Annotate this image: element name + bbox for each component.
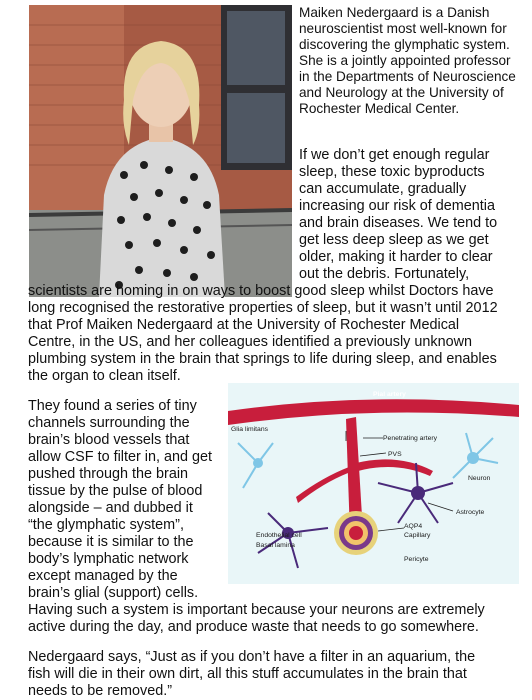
text-line: They found a series of tiny [28, 398, 197, 414]
bio-line: Rochester Medical Center. [299, 101, 460, 116]
text-line: Centre, in the US, and her colleagues identified a previously unknown [28, 334, 472, 350]
bio-line: Maiken Nedergaard is a Danish [299, 5, 490, 20]
text-line: get less deep sleep as we get [299, 232, 489, 248]
text-line: pushed through the brain [28, 466, 189, 482]
label-astrocyte: Astrocyte [456, 509, 485, 516]
text-line: the organ to clean itself. [28, 368, 181, 384]
text-line: channels surrounding the [28, 415, 190, 431]
label-capillary: Capillary [404, 532, 431, 539]
label-basal-lamina: Basal lamina [256, 542, 295, 549]
bio-line: She is a jointly appointed professor [299, 53, 511, 68]
text-line: that Prof Maiken Nedergaard at the University of Rochester Medical [28, 317, 460, 333]
text-line: allow CSF to filter in, and get [28, 449, 212, 465]
text-line: fish will die in their own dirt, all this stuff accumulates in the brain that [28, 666, 467, 682]
text-line: and brain diseases. We tend to [299, 215, 498, 231]
text-line: because it is similar to the [28, 534, 194, 550]
text-line: can accumulate, gradually [299, 181, 467, 197]
glymphatic-diagram [228, 383, 519, 584]
text-line: body’s lymphatic network [28, 551, 189, 567]
text-line: plumbing system in the brain that springs to life during sleep, and enables [28, 351, 497, 367]
glymphatic-diagram-illustration [228, 383, 519, 584]
text-line: out the debris. Fortunately, [299, 266, 470, 282]
text-line: except managed by the [28, 568, 178, 584]
text-line: brain’s glial (support) cells. [28, 585, 199, 601]
portrait-illustration [29, 5, 292, 297]
bio-line: neuroscientist most well-known for [299, 21, 507, 36]
label-glia-limitans: Glia limitans [231, 426, 269, 433]
text-line: older, making it harder to clear [299, 249, 493, 265]
text-line: If we don’t get enough regular [299, 147, 490, 163]
label-pial-artery: Pial artery [373, 391, 406, 398]
bio-line: in the Departments of Neuroscience [299, 69, 516, 84]
label-pvs: PVS [388, 451, 402, 458]
label-neuron: Neuron [468, 475, 491, 482]
text-line: Having such a system is important because your neurons are extremely [28, 602, 485, 618]
text-line: brain’s blood vessels that [28, 432, 190, 448]
label-pericyte: Pericyte [404, 556, 429, 563]
text-line: increasing our risk of dementia [299, 198, 495, 214]
text-line: alongside – and dubbed it [28, 500, 193, 516]
portrait-photo [29, 5, 292, 297]
text-line: tissue by the pulse of blood [28, 483, 203, 499]
text-line: scientists are homing in on ways to boost good sleep whilst Doctors have [28, 283, 494, 299]
text-line: needs to be removed.” [28, 683, 172, 699]
text-line: Nedergaard says, “Just as if you don’t have a filter in an aquarium, the [28, 649, 476, 665]
text-line: active during the day, and produce waste that needs to go somewhere. [28, 619, 479, 635]
text-line: sleep, these toxic byproducts [299, 164, 485, 180]
text-line: long recognised the restorative properties of sleep, but it wasn’t until 2012 [28, 300, 498, 316]
bio-line: discovering the glymphatic system. [299, 37, 510, 52]
label-aqp4: AQP4 [404, 523, 423, 530]
bio-line: and Neurology at the University of [299, 85, 504, 100]
label-penetrating-artery: Penetrating artery [383, 435, 438, 442]
label-endothelial-cell: Endothelial cell [256, 532, 302, 539]
text-line: “the glymphatic system”, [28, 517, 184, 533]
